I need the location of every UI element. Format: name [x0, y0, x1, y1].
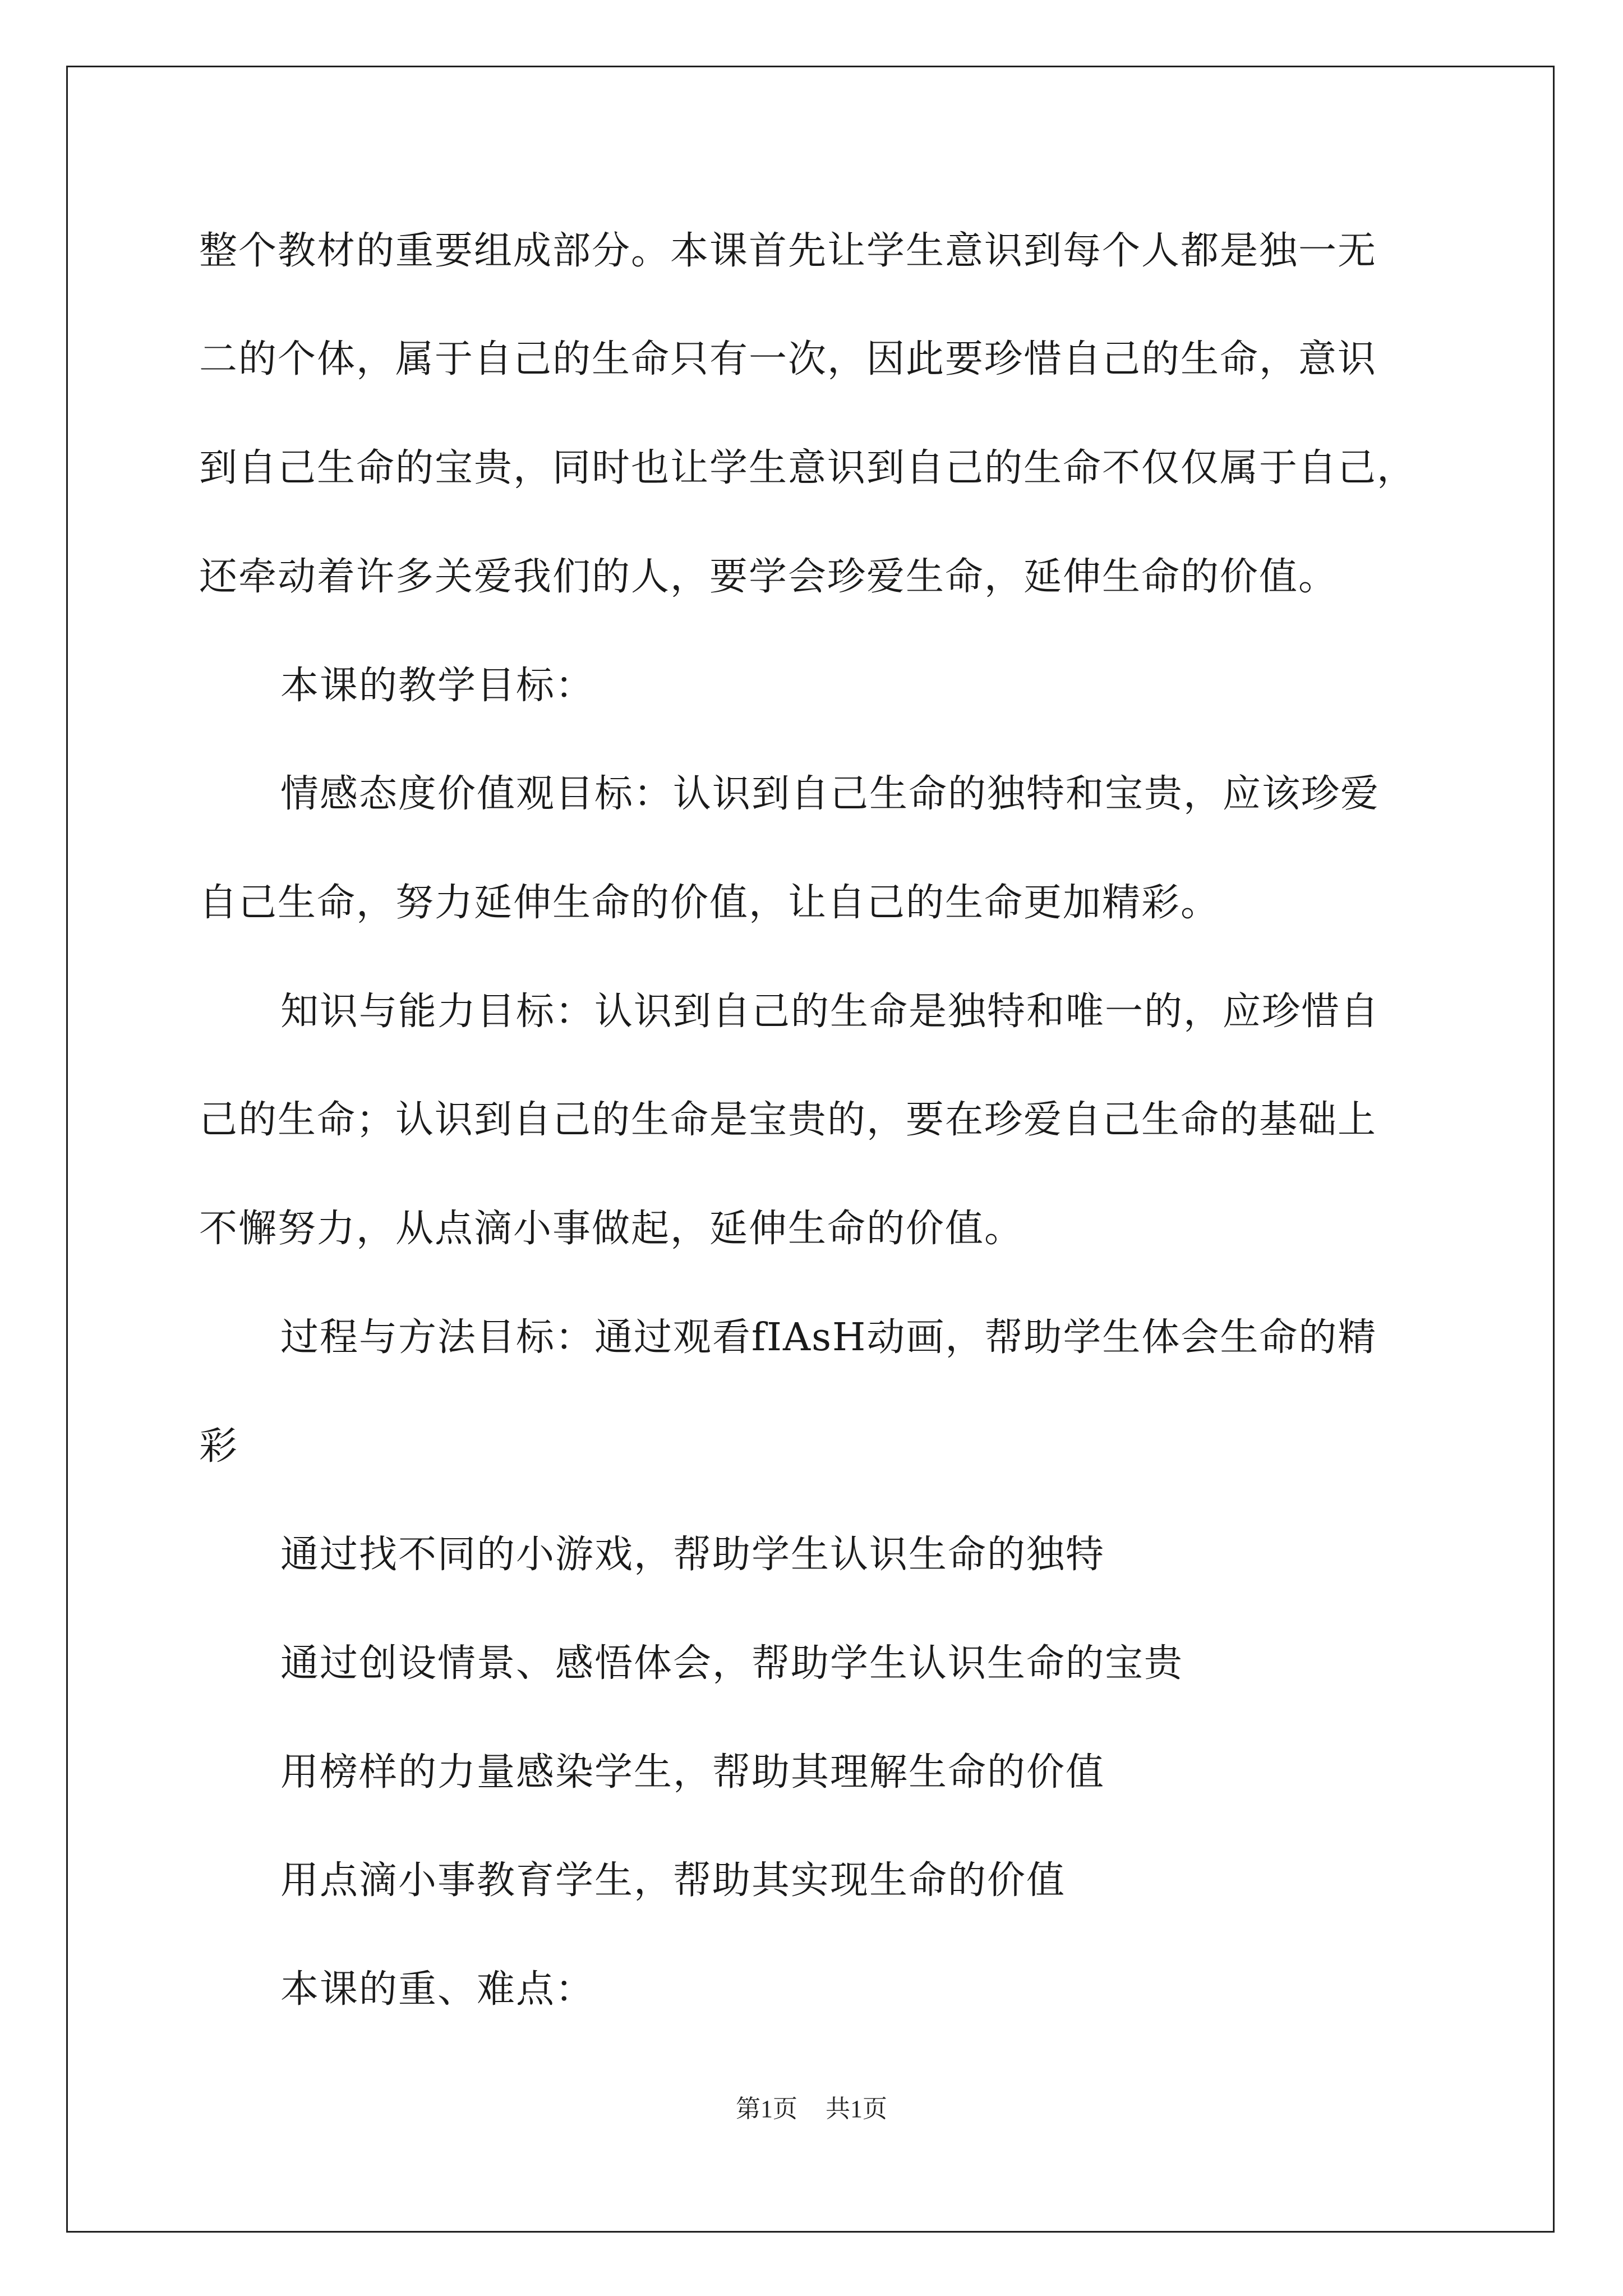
body-line-9: 己的生命；认识到自己的生命是宝贵的，要在珍爱自己生命的基础上	[199, 1098, 1377, 1142]
body-line-7: 自己生命，努力延伸生命的价值，让自己的生命更加精彩。	[199, 881, 1220, 925]
page-number-current: 第1页	[736, 2095, 797, 2123]
page-border	[66, 66, 1555, 2233]
body-line-10: 不懈努力，从点滴小事做起，延伸生命的价值。	[199, 1207, 1024, 1251]
body-line-11: 过程与方法目标：通过观看fIAsH动画，帮助学生体会生命的精	[280, 1315, 1377, 1360]
body-line-6: 情感态度价值观目标：认识到自己生命的独特和宝贵，应该珍爱	[280, 772, 1380, 816]
body-line-1: 整个教材的重要组成部分。本课首先让学生意识到每个人都是独一无	[199, 229, 1377, 273]
body-line-2: 二的个体，属于自己的生命只有一次，因此要珍惜自己的生命，意识	[199, 337, 1377, 381]
body-line-3: 到自己生命的宝贵，同时也让学生意识到自己的生命不仅仅属于自己，	[199, 446, 1417, 490]
body-line-8: 知识与能力目标：认识到自己的生命是独特和唯一的，应珍惜自	[280, 990, 1380, 1034]
body-line-12: 彩	[199, 1424, 239, 1469]
list-item-3: 用榜样的力量感染学生，帮助其理解生命的价值	[280, 1750, 1105, 1795]
list-item-2: 通过创设情景、感悟体会，帮助学生认识生命的宝贵	[280, 1641, 1184, 1686]
page-number-total: 共1页	[826, 2095, 887, 2123]
section-heading-key-points: 本课的重、难点：	[280, 1967, 595, 2012]
list-item-4: 用点滴小事教育学生，帮助其实现生命的价值	[280, 1858, 1066, 1903]
page-footer	[0, 2093, 1623, 2125]
list-item-1: 通过找不同的小游戏，帮助学生认识生命的独特	[280, 1533, 1105, 1577]
body-line-4: 还牵动着许多关爱我们的人，要学会珍爱生命，延伸生命的价值。	[199, 555, 1338, 599]
section-heading-objectives: 本课的教学目标：	[280, 664, 595, 708]
